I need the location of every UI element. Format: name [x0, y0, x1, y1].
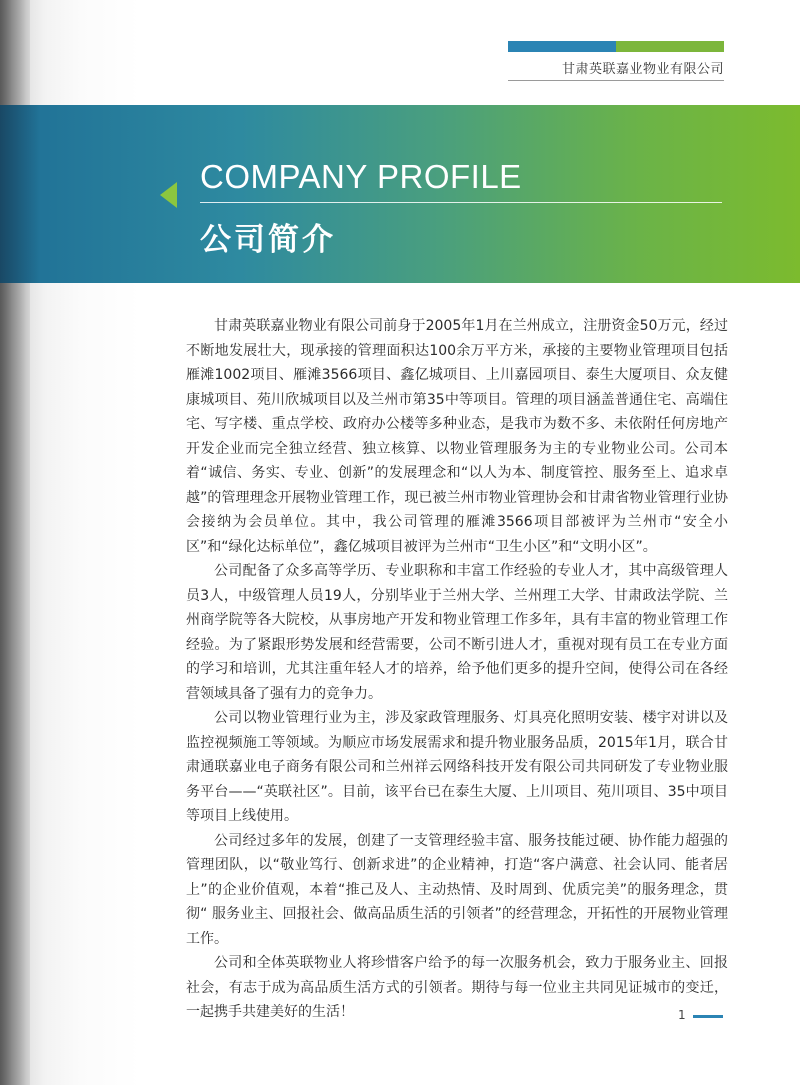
- banner-title-chinese: 公司简介: [200, 222, 336, 258]
- page-number: 1: [678, 1008, 686, 1022]
- paragraph-history: 甘肃英联嘉业物业有限公司前身于2005年1月在兰州成立，注册资金50万元，经过不断地发展壮大，现承接的管理面积达100余万平方米，承接的主要物业管理项目包括雁滩1002项目、雁滩3566项目、鑫亿城项目、上川嘉园项目、泰生大厦项目、众友健康城项目、苑川欣城项目以及兰州市第35中等项目。管理的项目涵盖普通住宅、高端住宅、写字楼、重点学校、政府办公楼等多种业态，是我市为数不多、未依附任何房地产开发企业而完全独立经营、独立核算、以物业管理服务为主的专业物业公司。公司本着“诚信、务实、专业、创新”的发展理念和“以人为本、制度管控、服务至上、追求卓越”的管理理念开展物业管理工作，现已被兰州市物业管理协会和甘肃省物业管理行业协会接纳为会员单位。其中，我公司管理的雁滩3566项目部被评为兰州市“安全小区”和“绿化达标单位”，鑫亿城项目被评为兰州市“卫生小区”和“文明小区”。: [186, 318, 728, 555]
- company-name: 甘肃英联嘉业物业有限公司: [561, 62, 724, 77]
- banner-divider: [200, 202, 722, 203]
- paragraph-culture: 公司经过多年的发展，创建了一支管理经验丰富、服务技能过硬、协作能力超强的管理团队，以“敬业笃行、创新求进”的企业精神，打造“客户满意、社会认同、能者居上”的企业价值观，本着“推己及人、主动热情、及时周到、优质完美”的服务理念，贯彻“ 服务业主、回报社会、做高品质生活的引领者”的经营理念，开拓性的开展物业管理工作。: [186, 832, 728, 947]
- profile-body: [186, 314, 728, 1025]
- header-accent-bar-green: [616, 41, 724, 52]
- banner-shadow: [0, 105, 40, 283]
- page-number-bar: [693, 1015, 723, 1018]
- paragraph-staff: 公司配备了众多高等学历、专业职称和丰富工作经验的专业人才，其中高级管理人员3人，中级管理人员19人，分别毕业于兰州大学、兰州理工大学、甘肃政法学院、兰州商学院等各大院校，从事房地产开发和物业管理工作多年，具有丰富的物业管理工作经验。为了紧跟形势发展和经营需要，公司不断引进人才，重视对现有员工在专业方面的学习和培训，尤其注重年轻人才的培养，给予他们更多的提升空间，使得公司在各经营领域具备了强有力的竞争力。: [186, 563, 728, 702]
- left-triangle-icon: [160, 182, 177, 208]
- header-accent-bar-blue: [508, 41, 616, 52]
- banner-title-english: COMPANY PROFILE: [200, 158, 522, 195]
- paragraph-business: 公司以物业管理行业为主，涉及家政管理服务、灯具亮化照明安装、楼宇对讲以及监控视频施工等领域。为顺应市场发展需求和提升物业服务品质，2015年1月，联合甘肃通联嘉业电子商务有限公司和兰州祥云网络科技开发有限公司共同研发了专业物业服务平台——“英联社区”。目前，该平台已在泰生大厦、上川项目、苑川项目、35中项目等项目上线使用。: [186, 710, 728, 824]
- header-divider: [508, 80, 724, 81]
- paragraph-vision: 公司和全体英联物业人将珍惜客户给予的每一次服务机会，致力于服务业主、回报社会，有志于成为高品质生活方式的引领者。期待与每一位业主共同见证城市的变迁，一起携手共建美好的生活！: [186, 955, 728, 1020]
